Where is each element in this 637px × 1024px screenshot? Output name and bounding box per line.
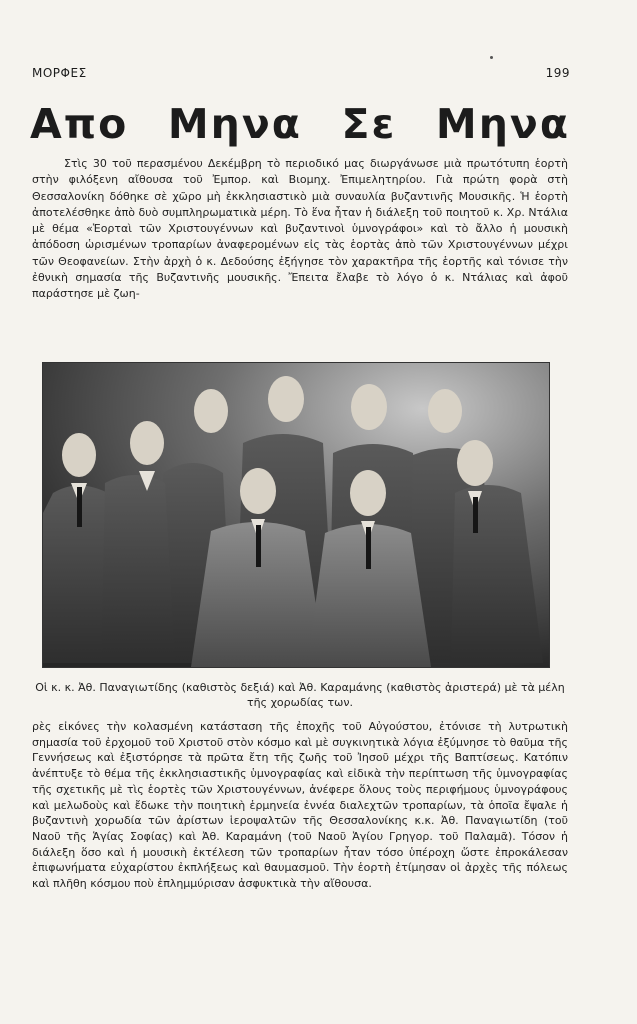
photo-caption: Οἱ κ. κ. Ἀθ. Παναγιωτίδης (καθιστὸς δεξιά) καὶ Ἀθ. Καραμάνης (καθιστὸς ἀριστερά) μὲ τὰ μέλη τῆς χορωδίας των.	[35, 681, 565, 709]
photo-illustration	[43, 363, 549, 667]
page-number: 199	[545, 66, 570, 80]
body-paragraph: ρὲς εἰκόνες τὴν κολασμένη κατάσταση τῆς ἐποχῆς τοῦ Αὐγούστου, ἐτόνισε τὴ λυτρωτικὴ σημασία τοῦ ἐρχομοῦ τοῦ Χριστοῦ στὸν κόσμο καὶ μὲ συγκινητικὰ λόγια ἐξύμνησε τὸ θαῦμα τῆς Γεννήσεως καὶ ἐξιστόρησε τὰ πρῶτα ἔτη τῆς ζωῆς τοῦ Ἰησοῦ μέχρι τῆς Βαπτίσεως. Κατόπιν ἀνέπτυξε τὸ θέμα τῆς ἐκκλησιαστικῆς ὑμνογραφίας καὶ εἰδικὰ τὴν περίπτωση τῆς ὑμνογραφίας τῆς σχετικῆς μὲ τὶς ἑορτὲς τῶν Χριστουγέννων, ἀνέφερε ὅλους τοὺς περιφήμους ὑμνογράφους καὶ μελωδοὺς καὶ ἔδωκε τὴν ποιητικὴ ἑρμηνεία ἐννέα διαλεχτῶν τροπαρίων, τὰ ὁποῖα ἔψαλε ἡ βυζαντινὴ χορωδία τῶν ἀρίστων ἱεροψαλτῶν τῆς Θεσσαλονίκης κ.κ. Ἀθ. Παναγιωτίδη (τοῦ Ναοῦ τῆς Ἁγίας Σοφίας) καὶ Ἀθ. Καραμάνη (τοῦ Ναοῦ Ἁγίου Γρηγορ. τοῦ Παλαμᾶ). Τόσον ἡ διάλεξη ὅσο καὶ ἡ μουσικὴ ἐκτέλεση τῶν τροπαρίων ἦταν τόσο ὑπέροχη ὥστε ἐπροκάλεσαν ἐπιφωνήματα εὐχαρίστου ἐκπλήξεως καὶ θαυμασμοῦ. Τὴν ἑορτὴ ἐτίμησαν οἱ ἀρχὲς τῆς πόλεως καὶ πλῆθη κόσμου ποὺ ἐπλημμύρισαν ἀσφυκτικὰ τὴν αἴθουσα.	[32, 720, 568, 891]
section-title: Απο Μηνα Σε Μηνα	[30, 100, 570, 148]
running-header	[32, 66, 570, 82]
print-speck	[490, 56, 493, 59]
intro-paragraph: Στὶς 30 τοῦ περασμένου Δεκέμβρη τὸ περιοδικό μας διωργάνωσε μιὰ πρωτότυπη ἑορτὴ στὴν φιλόξενη αἴθουσα τοῦ Ἐμπορ. καὶ Βιομηχ. Ἐπιμελητηρίου. Γιὰ πρώτη φορὰ στὴ Θεσσαλονίκη δόθηκε σὲ χῶρο μὴ ἐκκλησιαστικὸ μιὰ συναυλία βυζαντινῆς Μουσικῆς. Ἡ ἑορτὴ ἀποτελέσθηκε ἀπὸ δυὸ συμπληρωματικὰ μέρη. Τὸ ἕνα ἦταν ἡ διάλεξη τοῦ ποιητοῦ κ. Χρ. Ντάλια μὲ θέμα «Ἑορταὶ τῶν Χριστουγέννων καὶ βυζαντινοὶ ὑμνογράφοι» καὶ τὸ ἄλλο ἡ μουσικὴ ἀπόδοση ὡρισμένων τροπαρίων ἀναφερομένων εἰς τὰς ἑορτὰς ἀπὸ τῶν Χριστουγέννων μέχρι τῶν Θεοφανείων. Στὴν ἀρχὴ ὁ κ. Δεδούσης ἐξήγησε τὸν χαρακτῆρα τῆς ἑορτῆς καὶ τόνισε τὴν ἐθνικὴ σημασία τῆς Βυζαντινῆς μουσικῆς. Ἔπειτα ἔλαβε τὸ λόγο ὁ κ. Ντάλιας καὶ ἀφοῦ παράστησε μὲ ζωη-	[32, 157, 568, 301]
journal-name: ΜΟΡΦΕΣ	[32, 66, 87, 80]
choir-group-photo	[42, 362, 550, 668]
